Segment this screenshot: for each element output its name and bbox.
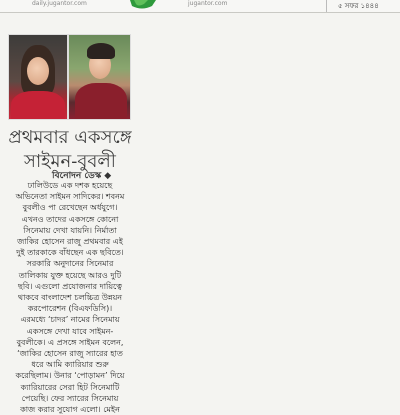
body-line: বুবলীও পা রেখেছেন অর্ধযুগে।: [22, 203, 118, 213]
body-line: কাজ করার সুযোগ এলো। মেইন: [20, 405, 120, 415]
body-line: ‘জাকির হোসেন রাজু স্যারের হাত: [17, 349, 123, 359]
body-line: ধরে আমি ক্যারিয়ার শুরু: [31, 360, 109, 370]
body-line: ঢালিউডে এক দশক হয়েছে: [27, 181, 113, 190]
body-line: ছবি। এগুলো প্রযোজনার দায়িত্বে: [18, 281, 122, 291]
body-line: করপোরেশন (বিএফডিসি)।: [27, 304, 113, 314]
body-line: থাকবে বাংলাদেশ চলচ্চিত্র উন্নয়ন: [17, 293, 123, 303]
header-left-text: daily.jugantor.com: [32, 0, 87, 7]
body-line: পেয়েছি। ফের স্যারের সিনেমায়: [21, 393, 119, 403]
body-line: তালিকায় যুক্ত হয়েছে আরও দুটি: [18, 270, 122, 280]
body-line: একসঙ্গে দেখা যাবে সাইমন-: [26, 326, 114, 336]
article-headline: [8, 126, 132, 174]
body-line: অভিনেতা সাইমন সাদিকের। শবনম: [15, 192, 125, 202]
body-line: এরমধ্যে ‘চাদর’ নামের সিনেমায়: [20, 315, 120, 325]
body-line: সিনেমায় দেখা যায়নি। নির্মাতা: [23, 225, 117, 235]
photo-actor: [68, 34, 131, 120]
body-line: দুই তারকাকে বাঁধছেন এক ছবিতে।: [16, 248, 124, 258]
header-divider: [326, 0, 327, 12]
header-mid-text: jugantor.com: [188, 0, 228, 7]
photo-actress: [8, 34, 68, 120]
body-line: এখনও তাদের একসঙ্গে কোনো: [21, 214, 119, 224]
newspaper-header-strip: [0, 0, 400, 13]
article-body: [9, 180, 131, 415]
body-line: জাকির হোসেন রাজু প্রথমবার এই: [17, 237, 123, 247]
headline-line-1: প্রথমবার একসঙ্গে: [8, 127, 132, 148]
body-line: বুবলীকে। এ প্রসঙ্গে সাইমন বলেন,: [16, 337, 124, 347]
headline-line-2: সাইমন-বুবলী: [24, 151, 116, 172]
body-line: করেছিলাম। উনার ‘পোড়ামন’ দিয়ে: [15, 371, 125, 381]
article-byline: বিনোদন ডেস্ক ◆: [52, 171, 112, 181]
body-line: সরকারি অনুদানের সিনেমার: [26, 259, 114, 269]
body-line: ক্যারিয়ারের সেরা হিট সিনেমাটি: [20, 382, 120, 392]
header-date: ৫ সফর ১৪৪৪: [338, 2, 379, 10]
newspaper-logo-leaf-icon: [128, 0, 158, 11]
